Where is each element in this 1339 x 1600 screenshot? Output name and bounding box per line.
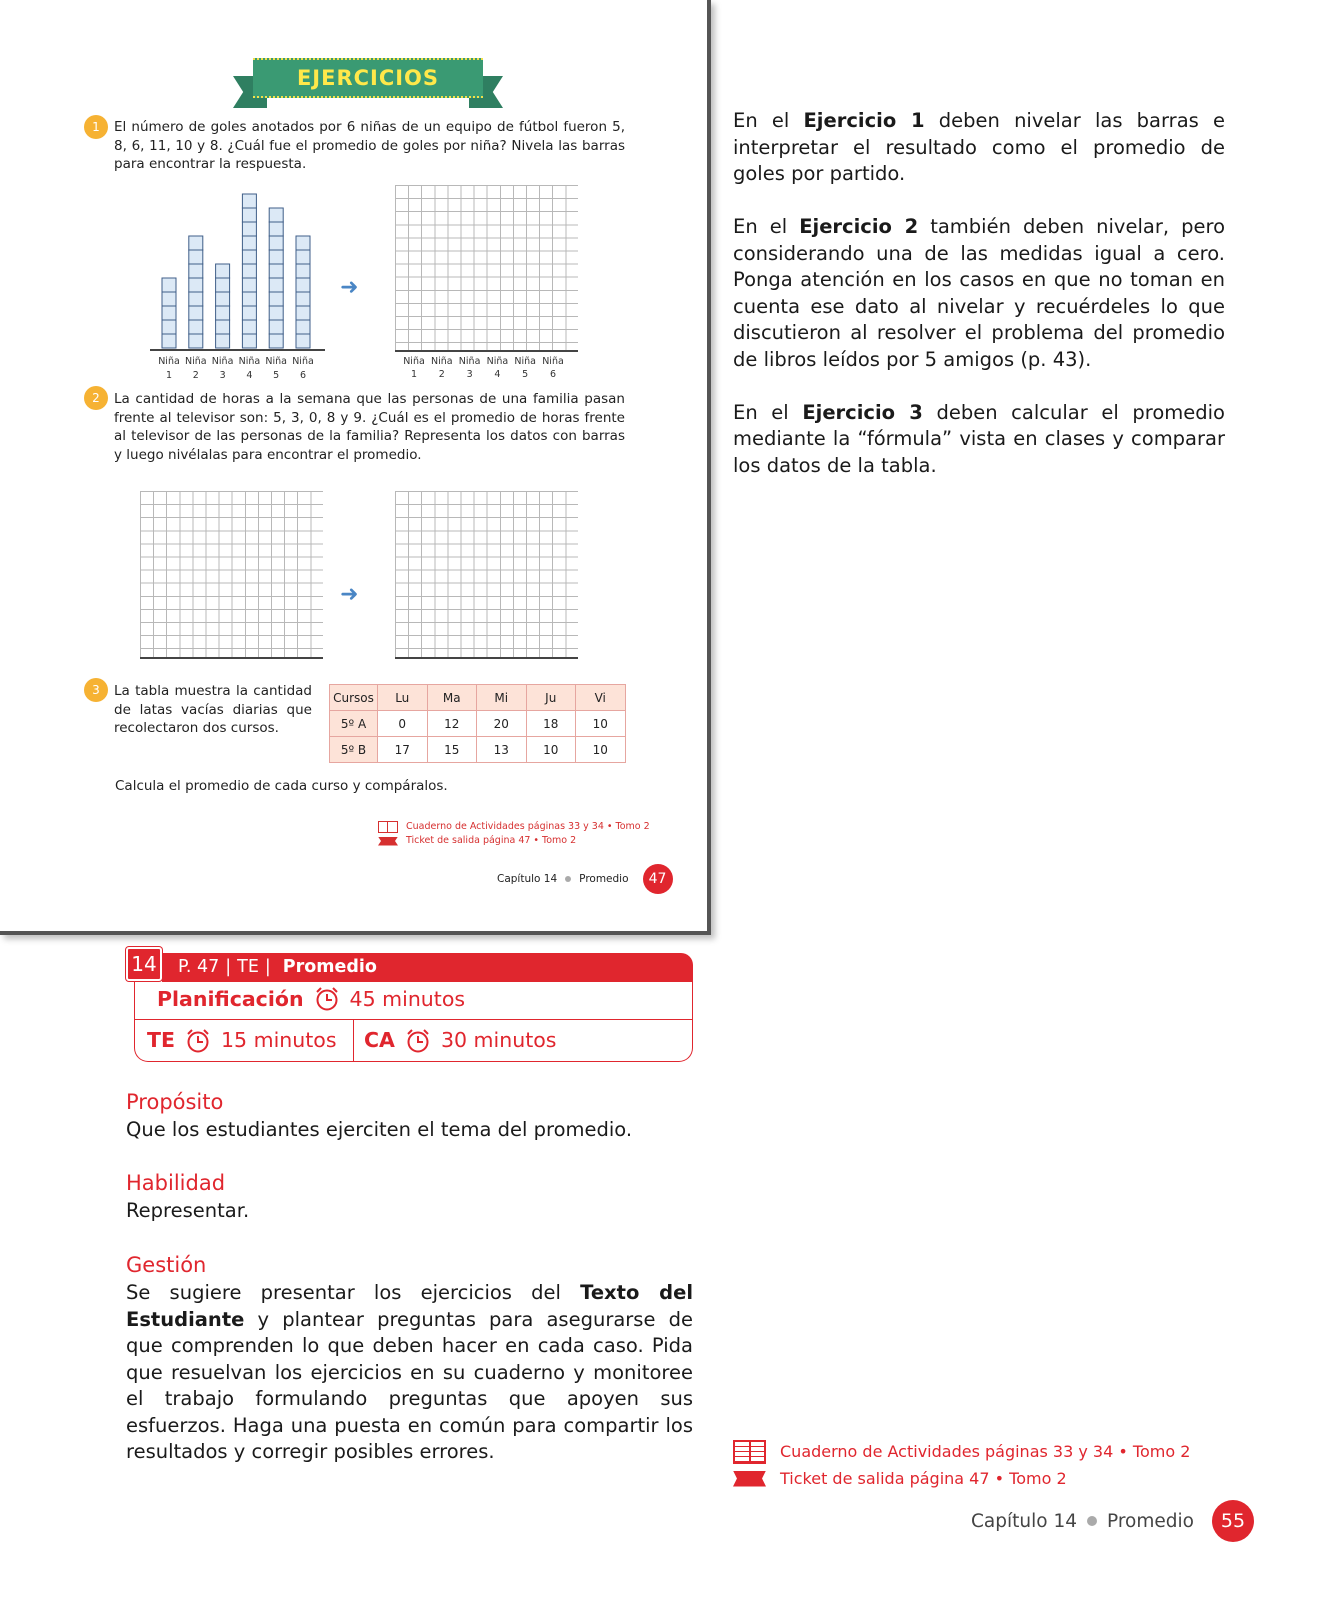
reference-link[interactable]: Cuaderno de Actividades páginas 33 y 34 • Tomo 2 [780,1442,1191,1461]
bar-label-bottom: 3 [219,370,226,381]
grid-label: Niña 4 [486,356,509,380]
arrow-icon: ➜ [340,582,359,607]
grid-label: Niña 3 [458,356,481,380]
empty-grid-ex1 [395,185,578,352]
footer-chapter: Capítulo 14 [971,1510,1077,1532]
bullet-dot-icon [565,876,571,882]
cans-table [329,684,626,763]
table-header-cell: Ma [427,685,477,711]
notebook-icon [378,821,398,833]
arrow-icon: ➜ [340,275,359,300]
bar-label-bottom: 1 [165,370,173,381]
planning-box [126,947,693,1062]
exercise-3-text: La tabla muestra la cantidad de latas vacías diarias que recolectaron dos cursos. [114,683,312,736]
page-number: 55 [1212,1500,1254,1542]
table-header-cell: Mi [477,685,527,711]
table-header-row [330,685,626,711]
planning-header: P. 47 | TE | Promedio [162,953,693,982]
footer-topic: Promedio [579,873,629,885]
table-header-cell: Vi [576,685,626,711]
note-exercise-2: En el Ejercicio 2 también deben nivelar, pero considerando una de las medidas igual a cero. Ponga atención en los casos en que no toman en cuenta ese dato al nivelar y recuérdeles lo que discutieron al resolver el problema del promedio de libros leídos por 5 amigos (p. 43). [733,215,1226,371]
bar-label-top: Niña [185,356,207,367]
table-cell: 18 [526,711,576,737]
table-row [330,711,626,737]
student-text-page [0,0,711,935]
page-footer [971,1500,1254,1542]
bar-label-top: Niña [292,356,314,367]
habilidad-body: Representar. [126,1199,250,1222]
habilidad-heading: Habilidad [126,1171,226,1195]
goals-bar-chart [150,190,330,380]
table-cell: 20 [477,711,527,737]
planning-topic: Promedio [282,957,377,978]
te-ref: TE [237,957,259,978]
planning-time: 45 minutos [349,987,466,1011]
table-cell: 12 [427,711,477,737]
bar-4 [242,194,256,348]
table-cell: 0 [378,711,428,737]
student-text-references [378,820,650,848]
ticket-icon [378,837,398,846]
reference-link[interactable]: Ticket de salida página 47 • Tomo 2 [406,835,577,846]
table-header-cell: Lu [378,685,428,711]
proposito-heading: Propósito [126,1090,224,1114]
table-cell: 10 [576,711,626,737]
exercise-1-text: El número de goles anotados por 6 niñas de un equipo de fútbol fueron 5, 8, 6, 11, 10 y 8. ¿Cuál fue el promedio de goles por niña? Nivela las barras para encontrar la respuesta. [114,119,625,172]
bar-label-bottom: 6 [299,370,307,381]
table-cell: 5º B [330,737,378,763]
student-page-number: 47 [643,864,673,894]
te-time: 15 minutos [221,1028,337,1053]
alarm-clock-icon [185,1028,211,1054]
exercise-2-text: La cantidad de horas a la semana que las personas de una familia pasan frente al televisor son: 5, 3, 0, 8 y 9. ¿Cuál es el promedio de horas frente al televisor de las personas de la familia? Representa los datos con barras y luego nivélalas para encontrar el promedio. [114,391,625,463]
table-cell: 13 [477,737,527,763]
exercise-1-number: 1 [84,115,108,139]
proposito-body: Que los estudiantes ejerciten el tema del promedio. [126,1118,633,1141]
banner-label: EJERCICIOS [253,58,483,98]
references [733,1438,1190,1492]
reference-link[interactable]: Ticket de salida página 47 • Tomo 2 [780,1469,1067,1488]
calc-prompt: Calcula el promedio de cada curso y compáralos. [115,778,448,794]
page-ref: P. 47 [178,957,220,978]
ticket-icon [733,1471,766,1487]
table-cell: 17 [378,737,428,763]
reference-link[interactable]: Cuaderno de Actividades páginas 33 y 34 • Tomo 2 [406,821,650,832]
table-cell: 10 [526,737,576,763]
bar-2 [189,236,203,348]
gestion-body: Se sugiere presentar los ejercicios del Texto del Estudiante y plantear preguntas para asegurarse de que comprenden lo que deben hacer en cada caso. Pida que resuelvan los ejercicios en su cuaderno y monitoree el trabajo formulando preguntas que apoyen sus esfuerzos. Haga una puesta en común para compartir los resultados y corregir posibles errores. [126,1281,693,1463]
te-label: TE [147,1028,175,1053]
grid-label: Niña 6 [542,356,564,380]
grid-label: Niña 5 [514,356,536,380]
notebook-icon [733,1440,766,1464]
bar-label-top: Niña [265,356,287,367]
bar-1 [162,278,176,348]
grid-label: Niña 1 [403,356,425,380]
chapter-tab: 14 [126,947,162,981]
bar-label-top: Niña [158,356,180,367]
table-cell: 10 [576,737,626,763]
bar-6 [296,236,310,348]
footer-topic: Promedio [1107,1510,1194,1532]
bar-label-bottom: 5 [273,370,280,381]
ca-label: CA [364,1028,395,1053]
exercise-2-number: 2 [84,386,108,410]
empty-grid-ex2-left [140,491,323,659]
bar-label-bottom: 4 [246,370,253,381]
table-header-cell: Cursos [330,685,378,711]
ca-time: 30 minutos [440,1028,557,1053]
planning-label: Planificación [157,987,304,1011]
bullet-dot-icon [1087,1516,1097,1526]
note-exercise-3: En el Ejercicio 3 deben calcular el promedio mediante la “fórmula” vista en clases y comparar los datos de la tabla. [733,400,1225,477]
gestion-heading: Gestión [126,1253,207,1277]
bar-5 [269,208,283,348]
table-cell: 15 [427,737,477,763]
exercise-notes [733,108,1225,506]
student-text-footer [497,864,673,894]
alarm-clock-icon [314,986,340,1012]
exercise-3-number: 3 [84,678,108,702]
exercises-banner [233,58,503,110]
alarm-clock-icon [405,1028,431,1054]
bar-label-bottom: 2 [192,370,199,381]
bar-label-top: Niña [211,356,234,367]
table-header-cell: Ju [526,685,576,711]
bar-label-top: Niña [238,356,261,367]
empty-grid-ex2-right [395,491,578,659]
note-exercise-1: En el Ejercicio 1 deben nivelar las barras e interpretar el resultado como el promedio de goles por partido. [733,109,1225,185]
grid-label: Niña 2 [431,356,453,380]
bar-3 [216,264,230,348]
footer-chapter: Capítulo 14 [497,873,558,885]
table-cell: 5º A [330,711,378,737]
table-row [330,737,626,763]
